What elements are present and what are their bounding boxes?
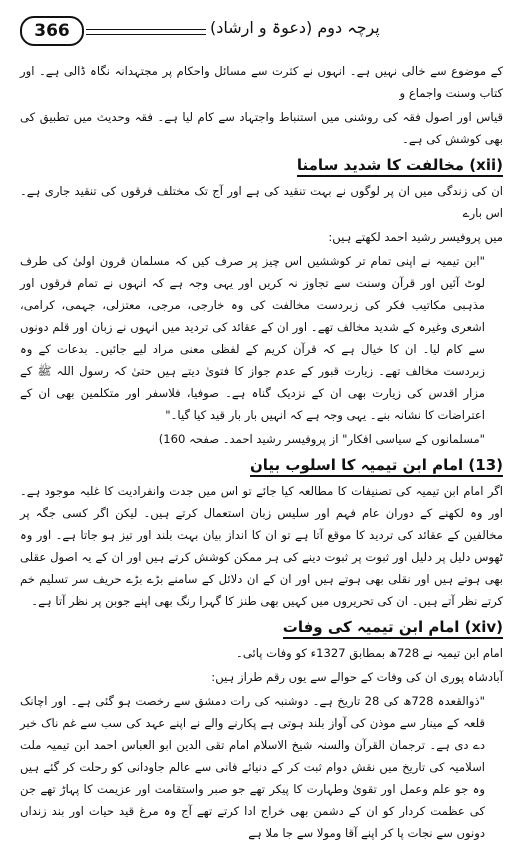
paragraph: میں پروفیسر رشید احمد لکھتے ہیں: (328, 230, 503, 244)
paragraph: آبادشاہ پوری ان کی وفات کے حوالے سے یوں رقم طراز ہیں: (211, 670, 503, 684)
page-number: 366 (20, 16, 84, 46)
section-heading-xii (20, 156, 503, 174)
section-heading-xiv (20, 618, 503, 636)
page-content (20, 60, 503, 846)
paragraph: قیاس اور اصول فقہ کی روشنی میں استنباط واجتہاد سے کام لیا ہے۔ فقہ وحدیث میں تطبیق کی بھی کوشش کی ہے۔ (20, 110, 503, 146)
section-heading-13 (20, 456, 503, 474)
paragraph: ان کی زندگی میں ان پر لوگوں نے بہت تنقید کی ہے اور آج تک مختلف فرقوں کی تنقید جاری ہے۔ اس بارے (20, 184, 503, 220)
heading-text: (xii) مخالفت کا شدید سامنا (297, 156, 503, 177)
running-head: پرچہ دوم (دعوۃ و ارشاد) (210, 18, 380, 37)
heading-text: (13) امام ابن تیمیہ کا اسلوب بیان (250, 456, 503, 477)
page-header (14, 14, 509, 48)
paragraph: امام ابن تیمیہ نے 728ھ بمطابق 1327ء کو وفات پائی۔ (236, 646, 503, 660)
citation: "مسلمانوں کے سیاسی افکار" از پروفیسر رشید احمد۔ صفحہ 160) (158, 432, 485, 446)
paragraph: کے موضوع سے خالی نہیں ہے۔ انہوں نے کثرت سے مسائل واحکام پر مجتہدانہ نگاہ ڈالی ہے۔ اور کتاب وسنت واجماع و (20, 64, 503, 100)
quote-paragraph: "ابن تیمیہ نے اپنی تمام تر کوششیں اس چیز پر صرف کیں کہ مسلمان قرون اولیٰ کی طرف لوٹ آئیں اور قرآن وسنت سے تجاوز نہ کریں اور یہی وجہ ہے کہ انہوں نے تمام فرقوں اور مذہبی مکاتیب فکر کی زبردست مخالفت کی وہ خارجی، مرجی، معتزلی، جہمی، کرامی، اشعری وغیرہ کے شدید مخالف تھے۔ اور ان کے عقائد کی تردید میں انہوں نے زبان اور قلم دونوں سے کام لیا۔ ان کا خیال ہے کہ قرآن کریم کے لفظی معنی مراد لیے جائیں۔ بدعات کے وہ زبردست مخالف تھے۔ زیارت قبور کے عدم جواز کا فتویٰ دیتے ہیں حتیٰ کہ رسول اللہ ﷺ کے مزار اقدس کی زیارت بھی ان کے نزدیک گناہ ہے۔ صوفیا، فلاسفر اور متکلمین بھی ان کے اعتراضات کا نشانہ بنے۔ یہی وجہ ہے کہ انہیں بار بار قید کیا گیا۔" (20, 254, 485, 422)
quote-paragraph: "ذوالقعدہ 728ھ کی 28 تاریخ ہے۔ دوشنبہ کی رات دمشق سے رخصت ہو گئی ہے۔ اور اچانک قلعہ کے مینار سے موذن کی آواز بلند ہوتی ہے پکارنے والے نے اپنے عہد کی سب سے غم ناک خبر دے دی ہے۔ ترجمان القرآن والسنہ شیخ الاسلام امام تقی الدین ابو العباس احمد ابن تیمیہ ملت اسلامیہ کی تاریخ میں نقش دوام ثبت کر کے دنیائے فانی سے عالم جاودانی کو رحلت کر گئے ہیں وہ جو علم وعمل اور تقویٰ وطہارت کا پیکر تھے جو صبر واستقامت اور عزیمت کا پہاڑ تھے جن کی عظمت کردار کو ان کے دشمن بھی خراج ادا کرتے تھے آج وہ مرغ قید حیات اور بند زنداں دونوں سے نجات پا کر اپنے آقا ومولا سے جا ملا ہے (20, 694, 485, 840)
heading-text: (xiv) امام ابن تیمیہ کی وفات (283, 618, 503, 639)
header-rule (86, 29, 206, 35)
paragraph: اگر امام ابن تیمیہ کی تصنیفات کا مطالعہ کیا جائے تو اس میں جدت وانفرادیت کا غلبہ موجود ہے۔ اور وہ لکھنے کے دوران عام فہم اور سلیس زبان استعمال کرتے ہیں۔ لیکن اگر کسی جگہ پر مخالفین کے عقائد کی تردید کا موقع آتا ہے تو ان کا انداز بیان بہت بلند اور تیز ہو جاتا ہے۔ اور وہ ٹھوس دلیل پر دلیل اور ثبوت پر ثبوت دینے کی ہر ممکن کوشش کرتے ہیں اور ان کے یہ اصول عقلی بھی ہوتے ہیں اور نقلی بھی ہوتے ہیں اور ان کے ان دلائل کے سامنے بڑے بڑے حریف سر تسلیم خم کرتے نظر آتے ہیں۔ ان کی تحریروں میں کہیں بھی طنز کا گہرا رنگ بھی اپنے جوبن پر نظر آتا ہے۔ (20, 484, 503, 608)
